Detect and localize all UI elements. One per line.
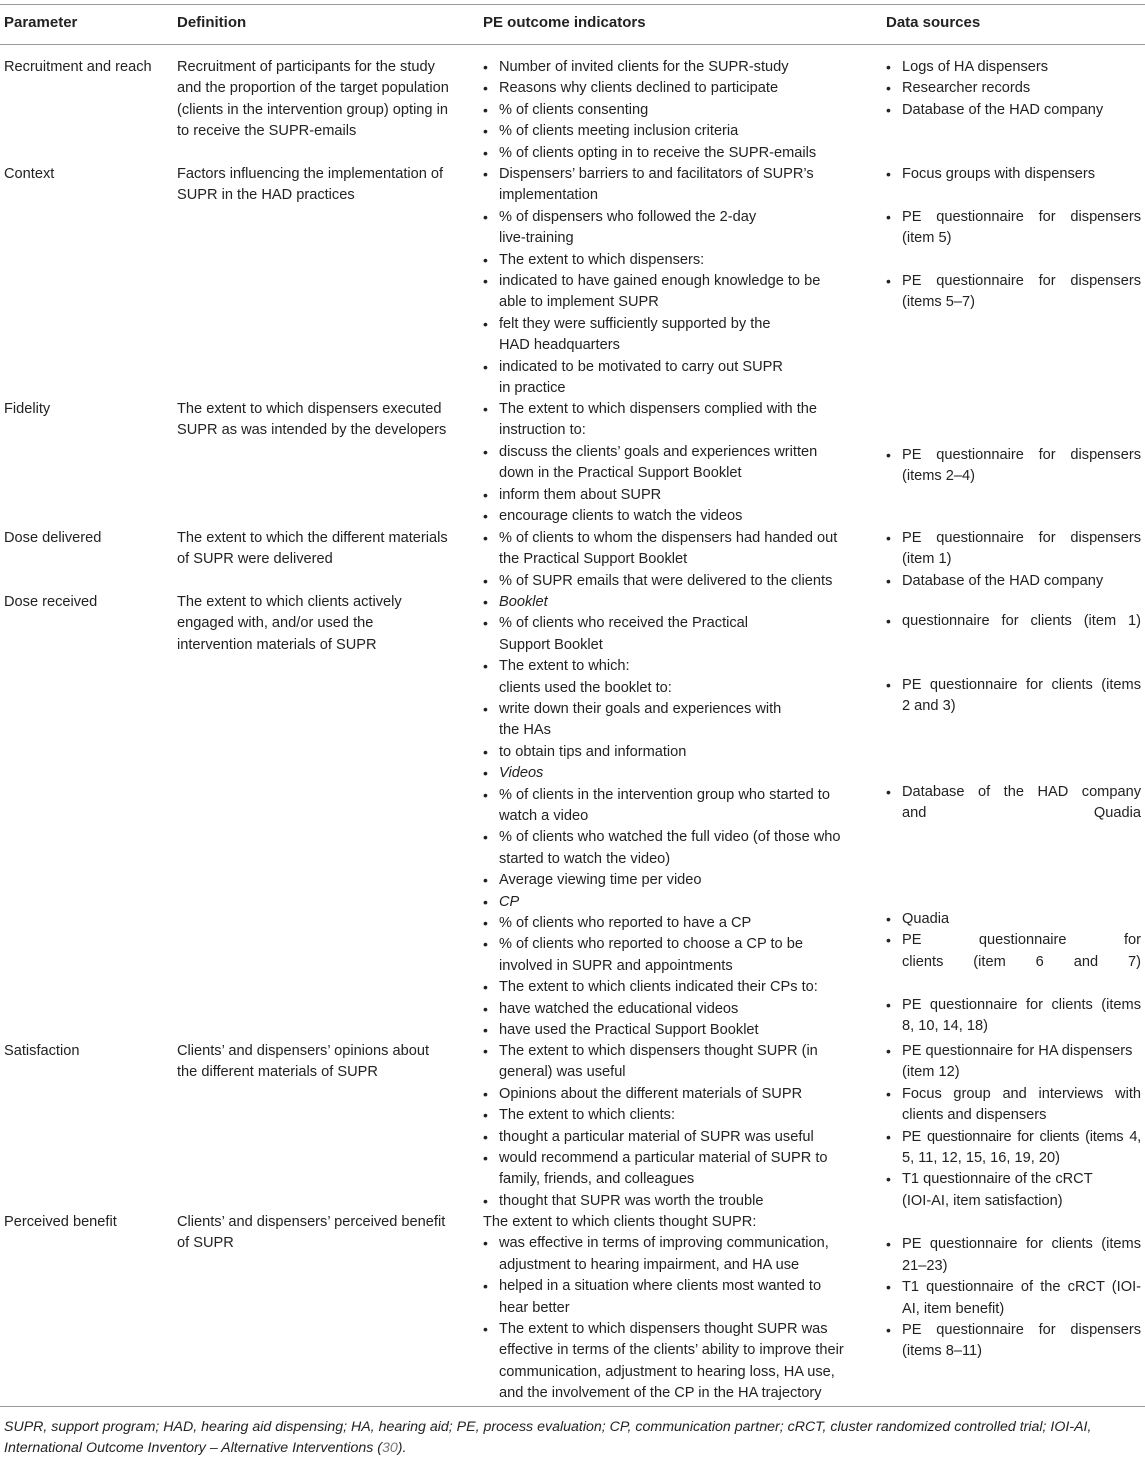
indicator-continuation: adjustment to hearing impairment, and HA use bbox=[499, 1256, 800, 1273]
indicator-item: • thought that SUPR was worth the trouble bbox=[483, 1192, 764, 1209]
indicator-item: • The extent to which clients indicated their CPs to: bbox=[483, 979, 818, 996]
source-item: • Focus groups with dispensers bbox=[886, 166, 1096, 182]
parameter-cell: Fidelity bbox=[4, 401, 51, 417]
indicator-item: • % of clients in the intervention group who started to bbox=[483, 786, 830, 803]
indicator-lead-in: The extent to which clients thought SUPR: bbox=[483, 1214, 757, 1230]
footnote-text: SUPR, support program; HAD, hearing aid dispensing; HA, hearing aid; PE, process evaluation; CP, communication partner; cRCT, cluster randomized controlled trial; IOI-AI, International Outcome Inventory – Alternative Interventions bbox=[4, 1419, 1092, 1456]
definition-line: SUPR as was intended by the developers bbox=[177, 422, 447, 439]
source-item: • PE questionnaire for bbox=[886, 932, 1141, 949]
definition-line: SUPR in the HAD practices bbox=[177, 187, 355, 204]
definition-line: of SUPR were delivered bbox=[177, 551, 333, 568]
indicator-item: • indicated to have gained enough knowledge to be bbox=[483, 273, 821, 289]
indicator-item: • have watched the educational videos bbox=[483, 1000, 739, 1017]
indicator-item: • would recommend a particular material of SUPR to bbox=[483, 1150, 828, 1166]
source-continuation: 2 and 3) bbox=[902, 698, 956, 715]
source-continuation: (item 5) bbox=[902, 230, 952, 247]
indicator-item: • The extent to which dispensers thought SUPR was bbox=[483, 1321, 828, 1337]
indicator-continuation: communication, adjustment to hearing loss, HA use, bbox=[499, 1363, 835, 1380]
indicator-item: • Average viewing time per video bbox=[483, 872, 702, 889]
indicator-item: • indicated to be motivated to carry out SUPR bbox=[483, 358, 783, 375]
indicator-item: • felt they were sufficiently supported by the bbox=[483, 315, 771, 332]
source-item: • Database of the HAD company bbox=[886, 101, 1104, 118]
source-continuation: clients (item 6 and 7) bbox=[902, 953, 1141, 970]
indicator-item: • % of dispensers who followed the 2-day bbox=[483, 208, 757, 225]
definition-line: The extent to which the different materials bbox=[177, 530, 448, 546]
definition-line: The extent to which dispensers executed bbox=[177, 401, 442, 417]
parameter-cell: Dose delivered bbox=[4, 530, 102, 546]
table-footnote bbox=[4, 1417, 1142, 1459]
indicator-continuation: HAD headquarters bbox=[499, 337, 620, 354]
definition-line: engaged with, and/or used the bbox=[177, 615, 374, 632]
indicator-continuation: started to watch the video) bbox=[499, 850, 671, 867]
indicator-item: • % of clients meeting inclusion criteria bbox=[483, 123, 739, 140]
definition-line: The extent to which clients actively bbox=[177, 594, 402, 610]
indicator-item: • thought a particular material of SUPR was useful bbox=[483, 1128, 814, 1145]
source-item: • PE questionnaire for dispensers bbox=[886, 273, 1141, 289]
indicator-continuation: family, friends, and colleagues bbox=[499, 1171, 695, 1188]
indicator-item: • Dispensers’ barriers to and facilitators of SUPR’s bbox=[483, 166, 814, 182]
indicator-continuation: effective in terms of the clients’ ability to improve their bbox=[499, 1342, 844, 1359]
indicator-continuation: implementation bbox=[499, 187, 598, 204]
indicator-item: • inform them about SUPR bbox=[483, 486, 662, 503]
definition-line: Recruitment of participants for the study bbox=[177, 59, 435, 75]
source-continuation: (item 1) bbox=[902, 551, 952, 568]
source-item: • T1 questionnaire of the cRCT bbox=[886, 1171, 1093, 1188]
source-continuation: (items 8–11) bbox=[902, 1343, 983, 1360]
indicator-item: • The extent to which: bbox=[483, 658, 630, 675]
source-continuation: AI, item benefit) bbox=[902, 1300, 1005, 1317]
parameter-cell: Satisfaction bbox=[4, 1043, 80, 1059]
indicator-item: • helped in a situation where clients most wanted to bbox=[483, 1278, 822, 1295]
definition-line: Clients’ and dispensers’ opinions about bbox=[177, 1043, 430, 1059]
definition-line: of SUPR bbox=[177, 1235, 234, 1252]
indicator-continuation: the Practical Support Booklet bbox=[499, 551, 688, 568]
indicator-continuation: in practice bbox=[499, 380, 566, 396]
definition-line: to receive the SUPR-emails bbox=[177, 123, 357, 140]
table-bottom-rule bbox=[0, 1406, 1145, 1407]
header-bottom-rule bbox=[0, 44, 1145, 45]
header-data-sources: Data sources bbox=[886, 14, 981, 31]
source-item: • PE questionnaire for clients (items bbox=[886, 1236, 1141, 1253]
definition-line: Factors influencing the implementation of bbox=[177, 166, 444, 182]
source-continuation: (item 12) bbox=[902, 1064, 960, 1081]
indicator-item: • The extent to which dispensers thought SUPR (in bbox=[483, 1043, 818, 1059]
header-pe-outcome-indicators: PE outcome indicators bbox=[483, 14, 646, 31]
source-item: • questionnaire for clients (item 1) bbox=[886, 613, 1141, 629]
indicator-item: • Number of invited clients for the SUPR-study bbox=[483, 59, 789, 75]
source-item: • PE questionnaire for clients (items bbox=[886, 997, 1141, 1013]
footnote-ref-open: ( bbox=[373, 1440, 383, 1456]
indicator-item: • % of clients who reported to have a CP bbox=[483, 915, 752, 931]
parameter-cell: Dose received bbox=[4, 594, 98, 610]
definition-line: the different materials of SUPR bbox=[177, 1064, 378, 1081]
source-item: • PE questionnaire for dispensers bbox=[886, 209, 1141, 225]
definition-line: intervention materials of SUPR bbox=[177, 636, 377, 653]
indicator-subheading-booklet: • Booklet bbox=[483, 594, 548, 610]
indicator-continuation: down in the Practical Support Booklet bbox=[499, 465, 742, 482]
indicator-continuation: instruction to: bbox=[499, 422, 586, 439]
indicator-item: • % of clients opting in to receive the SUPR-emails bbox=[483, 144, 817, 161]
source-item: • Quadia bbox=[886, 911, 950, 927]
source-item: • Focus group and interviews with bbox=[886, 1085, 1141, 1102]
source-item: • Database of the HAD company bbox=[886, 784, 1141, 800]
indicator-item: • The extent to which dispensers complied with the bbox=[483, 401, 817, 417]
header-parameter: Parameter bbox=[4, 14, 78, 31]
source-continuation: (IOI-AI, item satisfaction) bbox=[902, 1192, 1063, 1209]
definition-line: Clients’ and dispensers’ perceived benefit bbox=[177, 1214, 446, 1230]
source-continuation: 21–23) bbox=[902, 1257, 948, 1274]
indicator-continuation: Support Booklet bbox=[499, 636, 603, 653]
source-continuation: clients and dispensers bbox=[902, 1107, 1047, 1124]
indicator-item: • % of clients to whom the dispensers had handed out bbox=[483, 530, 838, 546]
source-item: • Database of the HAD company bbox=[886, 572, 1104, 589]
header-definition: Definition bbox=[177, 14, 247, 31]
indicator-item: • The extent to which dispensers: bbox=[483, 251, 705, 268]
indicator-continuation: watch a video bbox=[499, 808, 589, 824]
indicator-continuation: involved in SUPR and appointments bbox=[499, 957, 733, 974]
source-item: • PE questionnaire for dispensers bbox=[886, 1322, 1141, 1338]
source-item: • PE questionnaire for HA dispensers bbox=[886, 1043, 1133, 1059]
indicator-continuation: hear better bbox=[499, 1299, 570, 1316]
indicator-item: • encourage clients to watch the videos bbox=[483, 508, 743, 524]
indicator-item: • was effective in terms of improving communication, bbox=[483, 1235, 829, 1252]
indicator-item: • Reasons why clients declined to participate bbox=[483, 80, 779, 97]
source-continuation: (items 2–4) bbox=[902, 468, 975, 485]
parameter-cell: Recruitment and reach bbox=[4, 59, 152, 75]
source-continuation: (items 5–7) bbox=[902, 294, 975, 311]
indicator-item: • to obtain tips and information bbox=[483, 743, 687, 760]
indicator-subheading-videos: • Videos bbox=[483, 765, 544, 782]
indicator-item: • % of clients who watched the full video (of those who bbox=[483, 829, 841, 846]
source-item: • T1 questionnaire of the cRCT (IOI- bbox=[886, 1279, 1141, 1296]
source-continuation: 8, 10, 14, 18) bbox=[902, 1018, 989, 1035]
footnote-reference[interactable]: 30 bbox=[382, 1440, 398, 1456]
parameter-cell: Perceived benefit bbox=[4, 1214, 117, 1230]
indicator-item: • % of clients who received the Practical bbox=[483, 615, 749, 632]
indicator-item: • The extent to which clients: bbox=[483, 1107, 676, 1124]
indicator-item: • % of clients who reported to choose a CP to be bbox=[483, 936, 803, 953]
source-item: • PE questionnaire for dispensers bbox=[886, 447, 1141, 463]
indicator-continuation: the HAs bbox=[499, 722, 551, 739]
source-item: • PE questionnaire for dispensers bbox=[886, 530, 1141, 546]
indicator-item: • % of clients consenting bbox=[483, 101, 649, 118]
footnote-ref-close: ). bbox=[397, 1440, 407, 1456]
indicator-subheading-cp: • CP bbox=[483, 893, 520, 910]
indicator-item: • discuss the clients’ goals and experiences written bbox=[483, 443, 818, 460]
indicator-item: • write down their goals and experiences with bbox=[483, 701, 782, 717]
source-continuation: and Quadia bbox=[902, 805, 1141, 822]
source-continuation: 5, 11, 12, 15, 16, 19, 20) bbox=[902, 1150, 1060, 1166]
indicator-continuation: clients used the booklet to: bbox=[499, 679, 672, 696]
indicator-continuation: able to implement SUPR bbox=[499, 294, 659, 311]
indicator-continuation: live-training bbox=[499, 230, 574, 247]
source-item: • PE questionnaire for clients (items bbox=[886, 677, 1141, 693]
definition-line: and the proportion of the target population bbox=[177, 80, 449, 97]
indicator-item: • have used the Practical Support Booklet bbox=[483, 1022, 759, 1038]
indicator-continuation: general) was useful bbox=[499, 1064, 626, 1081]
indicator-item: • Opinions about the different materials of SUPR bbox=[483, 1085, 803, 1102]
source-item: • Researcher records bbox=[886, 80, 1031, 97]
indicator-item: • % of SUPR emails that were delivered to the clients bbox=[483, 572, 833, 589]
source-item: • PE questionnaire for clients (items 4, bbox=[886, 1128, 1141, 1145]
table-top-rule bbox=[0, 4, 1145, 5]
indicator-continuation: and the involvement of the CP in the HA trajectory bbox=[499, 1385, 822, 1402]
definition-line: (clients in the intervention group) opting in bbox=[177, 101, 448, 118]
parameter-cell: Context bbox=[4, 166, 55, 182]
source-item: • Logs of HA dispensers bbox=[886, 59, 1049, 75]
